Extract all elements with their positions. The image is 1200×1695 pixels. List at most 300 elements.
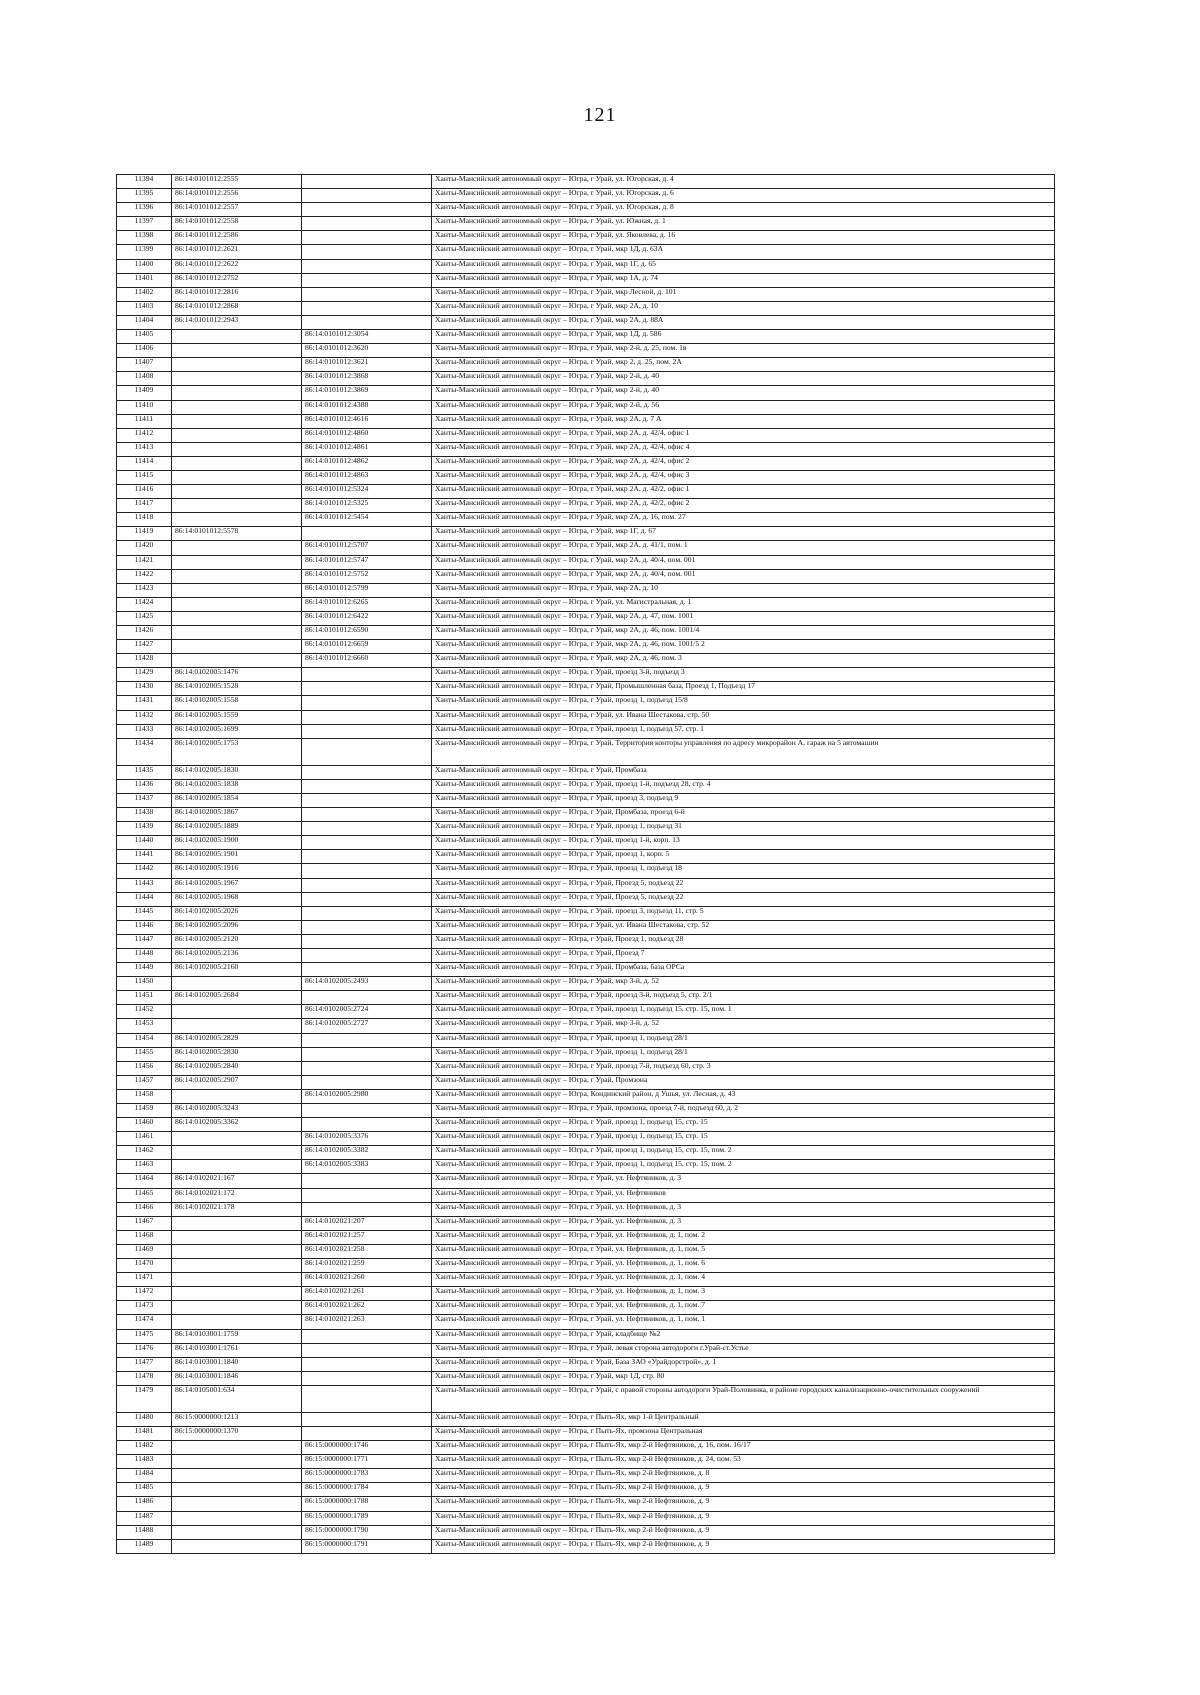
- address-cell: Ханты-Мансийский автономный округ – Югра, г Урай, ул. Нефтяников, д. 3: [432, 1202, 1055, 1216]
- building-cadastral-number-cell: 86:14:0101012:5799: [302, 583, 432, 597]
- table-row: [117, 696, 1055, 710]
- building-cadastral-number-cell: 86:14:0101012:6590: [302, 626, 432, 640]
- building-cadastral-number-cell: [302, 864, 432, 878]
- page-number: 121: [583, 104, 617, 126]
- address-cell: Ханты-Мансийский автономный округ – Югра, г Урай, мкр 2А, д. 7 А: [432, 414, 1055, 428]
- land-cadastral-number-cell: 86:14:0102005:1830: [172, 765, 302, 779]
- building-cadastral-number-cell: [302, 1426, 432, 1440]
- table-row: [117, 1273, 1055, 1287]
- land-cadastral-number-cell: 86:14:0102005:1968: [172, 892, 302, 906]
- building-cadastral-number-cell: 86:14:0101012:4860: [302, 428, 432, 442]
- table-row: [117, 1160, 1055, 1174]
- building-cadastral-number-cell: [302, 1329, 432, 1343]
- building-cadastral-number-cell: 86:14:0101012:3868: [302, 372, 432, 386]
- address-cell: Ханты-Мансийский автономный округ – Югра, г Урай, мкр 2А, д. 16, пом. 27: [432, 513, 1055, 527]
- building-cadastral-number-cell: [302, 1343, 432, 1357]
- land-cadastral-number-cell: 86:14:0102005:2830: [172, 1047, 302, 1061]
- address-cell: Ханты-Мансийский автономный округ – Югра, г Урай, мкр 2А, д. 42/4, офис 4: [432, 442, 1055, 456]
- table-row: [117, 1132, 1055, 1146]
- row-number-cell: 11444: [117, 892, 172, 906]
- address-cell: Ханты-Мансийский автономный округ – Югра, г Урай, мкр 2А, д. 46, пом. 1001/4: [432, 626, 1055, 640]
- address-cell: Ханты-Мансийский автономный округ – Югра, г Пыть-Ях, мкр 2-й Нефтяников, д. 9: [432, 1497, 1055, 1511]
- building-cadastral-number-cell: 86:14:0101012:3054: [302, 330, 432, 344]
- row-number-cell: 11448: [117, 948, 172, 962]
- table-row: [117, 1287, 1055, 1301]
- table-row: [117, 1174, 1055, 1188]
- row-number-cell: 11488: [117, 1525, 172, 1539]
- building-cadastral-number-cell: 86:14:0102021:259: [302, 1259, 432, 1273]
- building-cadastral-number-cell: [302, 906, 432, 920]
- address-cell: Ханты-Мансийский автономный округ – Югра, г Урай, проезд 1-й, корп. 13: [432, 836, 1055, 850]
- row-number-cell: 11419: [117, 527, 172, 541]
- building-cadastral-number-cell: [302, 1357, 432, 1371]
- table-row: [117, 1061, 1055, 1075]
- table-row: [117, 428, 1055, 442]
- building-cadastral-number-cell: 86:14:0102005:2724: [302, 1005, 432, 1019]
- land-cadastral-number-cell: 86:14:0101012:2557: [172, 203, 302, 217]
- table-row: [117, 583, 1055, 597]
- building-cadastral-number-cell: 86:14:0101012:6659: [302, 640, 432, 654]
- building-cadastral-number-cell: 86:14:0102021:262: [302, 1301, 432, 1315]
- address-cell: Ханты-Мансийский автономный округ – Югра, г Урай, промзона, проезд 7-й, подъезд 60, д. 2: [432, 1104, 1055, 1118]
- building-cadastral-number-cell: [302, 1412, 432, 1426]
- row-number-cell: 11457: [117, 1075, 172, 1089]
- building-cadastral-number-cell: [302, 175, 432, 189]
- land-cadastral-number-cell: 86:14:0101012:2555: [172, 175, 302, 189]
- table-row: [117, 414, 1055, 428]
- row-number-cell: 11426: [117, 626, 172, 640]
- table-row: [117, 1412, 1055, 1426]
- building-cadastral-number-cell: [302, 231, 432, 245]
- address-cell: Ханты-Мансийский автономный округ – Югра, г Урай, Промбаза, база ОРСа: [432, 963, 1055, 977]
- building-cadastral-number-cell: 86:14:0101012:5747: [302, 555, 432, 569]
- row-number-cell: 11479: [117, 1385, 172, 1412]
- address-cell: Ханты-Мансийский автономный округ – Югра, г Урай, мкр 2А, д. 88А: [432, 315, 1055, 329]
- row-number-cell: 11401: [117, 273, 172, 287]
- row-number-cell: 11446: [117, 920, 172, 934]
- land-cadastral-number-cell: [172, 583, 302, 597]
- land-cadastral-number-cell: [172, 654, 302, 668]
- row-number-cell: 11439: [117, 822, 172, 836]
- land-cadastral-number-cell: 86:14:0102005:1854: [172, 793, 302, 807]
- table-row: [117, 1244, 1055, 1258]
- row-number-cell: 11411: [117, 414, 172, 428]
- table-row: [117, 217, 1055, 231]
- building-cadastral-number-cell: 86:14:0101012:4388: [302, 400, 432, 414]
- building-cadastral-number-cell: 86:15:0000000:1784: [302, 1483, 432, 1497]
- table-row: [117, 555, 1055, 569]
- row-number-cell: 11413: [117, 442, 172, 456]
- table-row: [117, 189, 1055, 203]
- row-number-cell: 11486: [117, 1497, 172, 1511]
- address-cell: Ханты-Мансийский автономный округ – Югра, г Урай, Проезд 1, подъезд 28: [432, 934, 1055, 948]
- table-row: [117, 203, 1055, 217]
- row-number-cell: 11464: [117, 1174, 172, 1188]
- land-cadastral-number-cell: [172, 499, 302, 513]
- land-cadastral-number-cell: 86:14:0102005:1916: [172, 864, 302, 878]
- table-row: [117, 991, 1055, 1005]
- address-cell: Ханты-Мансийский автономный округ – Югра, г Урай, проезд 3, подъезд 11, стр. 5: [432, 906, 1055, 920]
- address-cell: Ханты-Мансийский автономный округ – Югра, г Урай, ул. Нефтяников, д. 1, пом. 3: [432, 1287, 1055, 1301]
- land-cadastral-number-cell: 86:14:0102005:1838: [172, 779, 302, 793]
- building-cadastral-number-cell: 86:14:0101012:4861: [302, 442, 432, 456]
- building-cadastral-number-cell: [302, 1202, 432, 1216]
- row-number-cell: 11468: [117, 1230, 172, 1244]
- address-cell: Ханты-Мансийский автономный округ – Югра, г Урай, ул. Южная, д. 1: [432, 217, 1055, 231]
- row-number-cell: 11442: [117, 864, 172, 878]
- land-cadastral-number-cell: [172, 456, 302, 470]
- address-cell: Ханты-Мансийский автономный округ – Югра, г Урай, проезд 1, корп. 5: [432, 850, 1055, 864]
- table-row: [117, 1426, 1055, 1440]
- building-cadastral-number-cell: 86:15:0000000:1771: [302, 1455, 432, 1469]
- land-cadastral-number-cell: [172, 1132, 302, 1146]
- table-row: [117, 330, 1055, 344]
- row-number-cell: 11475: [117, 1329, 172, 1343]
- row-number-cell: 11406: [117, 344, 172, 358]
- row-number-cell: 11431: [117, 696, 172, 710]
- address-cell: Ханты-Мансийский автономный округ – Югра, г Урай, мкр 2А, д. 10: [432, 301, 1055, 315]
- address-cell: Ханты-Мансийский автономный округ – Югра, г Урай, мкр 2А, д. 46, пом. 1001/5 2: [432, 640, 1055, 654]
- address-cell: Ханты-Мансийский автономный округ – Югра, г Пыть-Ях, мкр 2-й Нефтяников, д. 16, пом. 16/17: [432, 1441, 1055, 1455]
- table-row: [117, 626, 1055, 640]
- building-cadastral-number-cell: [302, 850, 432, 864]
- table-row: [117, 836, 1055, 850]
- address-cell: Ханты-Мансийский автономный округ – Югра, г Урай, проезд 1, подъезд 28/1: [432, 1033, 1055, 1047]
- row-number-cell: 11416: [117, 485, 172, 499]
- row-number-cell: 11471: [117, 1273, 172, 1287]
- table-row: [117, 934, 1055, 948]
- land-cadastral-number-cell: [172, 386, 302, 400]
- building-cadastral-number-cell: [302, 738, 432, 765]
- land-cadastral-number-cell: 86:14:0105001:634: [172, 1385, 302, 1412]
- building-cadastral-number-cell: 86:14:0102021:257: [302, 1230, 432, 1244]
- land-cadastral-number-cell: 86:14:0103001:1759: [172, 1329, 302, 1343]
- row-number-cell: 11451: [117, 991, 172, 1005]
- table-row: [117, 779, 1055, 793]
- row-number-cell: 11423: [117, 583, 172, 597]
- address-cell: Ханты-Мансийский автономный округ – Югра, г Урай, мкр 2-й, д. 25, пом. 1в: [432, 344, 1055, 358]
- building-cadastral-number-cell: [302, 765, 432, 779]
- land-cadastral-number-cell: [172, 1089, 302, 1103]
- table-row: [117, 1525, 1055, 1539]
- land-cadastral-number-cell: 86:14:0103001:1846: [172, 1371, 302, 1385]
- building-cadastral-number-cell: 86:14:0102005:3383: [302, 1160, 432, 1174]
- property-registry-table: [116, 174, 1055, 1554]
- land-cadastral-number-cell: 86:14:0101012:2556: [172, 189, 302, 203]
- address-cell: Ханты-Мансийский автономный округ – Югра, г Пыть-Ях, промзона Центральная: [432, 1426, 1055, 1440]
- row-number-cell: 11481: [117, 1426, 172, 1440]
- address-cell: Ханты-Мансийский автономный округ – Югра, г Урай, ул. Яковлева, д. 16: [432, 231, 1055, 245]
- building-cadastral-number-cell: [302, 991, 432, 1005]
- address-cell: Ханты-Мансийский автономный округ – Югра, г Урай, проезд 1, подъезд 31: [432, 822, 1055, 836]
- row-number-cell: 11398: [117, 231, 172, 245]
- table-row: [117, 920, 1055, 934]
- land-cadastral-number-cell: 86:14:0102005:2136: [172, 948, 302, 962]
- land-cadastral-number-cell: 86:14:0102005:2907: [172, 1075, 302, 1089]
- table-row: [117, 358, 1055, 372]
- address-cell: Ханты-Мансийский автономный округ – Югра, г Урай, проезд 1, подъезд 15, стр. 15, пом. 1: [432, 1005, 1055, 1019]
- land-cadastral-number-cell: 86:14:0102005:2160: [172, 963, 302, 977]
- address-cell: Ханты-Мансийский автономный округ – Югра, г Урай, мкр 3-й, д. 52: [432, 1019, 1055, 1033]
- row-number-cell: 11484: [117, 1469, 172, 1483]
- row-number-cell: 11456: [117, 1061, 172, 1075]
- row-number-cell: 11437: [117, 793, 172, 807]
- address-cell: Ханты-Мансийский автономный округ – Югра, г Урай, мкр 2А, д. 46, пом. 3: [432, 654, 1055, 668]
- building-cadastral-number-cell: [302, 878, 432, 892]
- address-cell: Ханты-Мансийский автономный округ – Югра, г Урай, мкр 2-й, д. 56: [432, 400, 1055, 414]
- row-number-cell: 11438: [117, 808, 172, 822]
- table-row: [117, 1033, 1055, 1047]
- land-cadastral-number-cell: [172, 1019, 302, 1033]
- building-cadastral-number-cell: [302, 892, 432, 906]
- row-number-cell: 11403: [117, 301, 172, 315]
- land-cadastral-number-cell: 86:14:0102005:1559: [172, 710, 302, 724]
- table-row: [117, 386, 1055, 400]
- land-cadastral-number-cell: [172, 541, 302, 555]
- row-number-cell: 11445: [117, 906, 172, 920]
- address-cell: Ханты-Мансийский автономный округ – Югра, г Пыть-Ях, мкр 2-й Нефтяников, д. 9: [432, 1539, 1055, 1553]
- row-number-cell: 11473: [117, 1301, 172, 1315]
- row-number-cell: 11427: [117, 640, 172, 654]
- address-cell: Ханты-Мансийский автономный округ – Югра, г Урай, мкр 2А, д. 42/2, офис 1: [432, 485, 1055, 499]
- address-cell: Ханты-Мансийский автономный округ – Югра, г Урай, ул. Нефтяников, д. 3: [432, 1216, 1055, 1230]
- row-number-cell: 11463: [117, 1160, 172, 1174]
- land-cadastral-number-cell: [172, 597, 302, 611]
- table-row: [117, 1118, 1055, 1132]
- table-row: [117, 1497, 1055, 1511]
- land-cadastral-number-cell: [172, 1455, 302, 1469]
- address-cell: Ханты-Мансийский автономный округ – Югра, г Урай, ул. Нефтяников, д. 1, пом. 1: [432, 1315, 1055, 1329]
- table-row: [117, 1469, 1055, 1483]
- address-cell: Ханты-Мансийский автономный округ – Югра, г Урай, проезд 1-й, подъезд 28, стр. 4: [432, 779, 1055, 793]
- table-row: [117, 231, 1055, 245]
- table-row: [117, 1511, 1055, 1525]
- row-number-cell: 11461: [117, 1132, 172, 1146]
- row-number-cell: 11428: [117, 654, 172, 668]
- table-row: [117, 1357, 1055, 1371]
- address-cell: Ханты-Мансийский автономный округ – Югра, г Урай, проезд 1, подъезд 15, стр. 15: [432, 1118, 1055, 1132]
- table-row: [117, 1259, 1055, 1273]
- row-number-cell: 11472: [117, 1287, 172, 1301]
- land-cadastral-number-cell: [172, 1525, 302, 1539]
- building-cadastral-number-cell: 86:14:0102021:258: [302, 1244, 432, 1258]
- address-cell: Ханты-Мансийский автономный округ – Югра, г Урай, ул. Нефтяников, д. 1, пом. 7: [432, 1301, 1055, 1315]
- row-number-cell: 11399: [117, 245, 172, 259]
- address-cell: Ханты-Мансийский автономный округ – Югра, г Урай, мкр 2А, д. 42/4, офис 3: [432, 470, 1055, 484]
- address-cell: Ханты-Мансийский автономный округ – Югра, г Урай, мкр 1Г, д. 65: [432, 259, 1055, 273]
- building-cadastral-number-cell: 86:14:0101012:6660: [302, 654, 432, 668]
- land-cadastral-number-cell: 86:14:0102021:167: [172, 1174, 302, 1188]
- address-cell: Ханты-Мансийский автономный округ – Югра, г Урай, проезд 1, подъезд 57, стр. 1: [432, 724, 1055, 738]
- address-cell: Ханты-Мансийский автономный округ – Югра, г Урай, ул. Ивана Шестакова, стр. 52: [432, 920, 1055, 934]
- building-cadastral-number-cell: [302, 963, 432, 977]
- table-row: [117, 878, 1055, 892]
- row-number-cell: 11434: [117, 738, 172, 765]
- land-cadastral-number-cell: 86:14:0102005:2684: [172, 991, 302, 1005]
- table-row: [117, 1019, 1055, 1033]
- table-row: [117, 892, 1055, 906]
- table-row: [117, 456, 1055, 470]
- table-row: [117, 654, 1055, 668]
- land-cadastral-number-cell: 86:14:0102021:172: [172, 1188, 302, 1202]
- land-cadastral-number-cell: [172, 470, 302, 484]
- row-number-cell: 11425: [117, 611, 172, 625]
- address-cell: Ханты-Мансийский автономный округ – Югра, г Урай, мкр 2А, д. 42/4, офис 1: [432, 428, 1055, 442]
- building-cadastral-number-cell: [302, 724, 432, 738]
- building-cadastral-number-cell: [302, 273, 432, 287]
- building-cadastral-number-cell: [302, 668, 432, 682]
- land-cadastral-number-cell: [172, 1216, 302, 1230]
- row-number-cell: 11476: [117, 1343, 172, 1357]
- row-number-cell: 11483: [117, 1455, 172, 1469]
- row-number-cell: 11441: [117, 850, 172, 864]
- row-number-cell: 11467: [117, 1216, 172, 1230]
- building-cadastral-number-cell: [302, 1075, 432, 1089]
- building-cadastral-number-cell: [302, 287, 432, 301]
- table-row: [117, 527, 1055, 541]
- row-number-cell: 11462: [117, 1146, 172, 1160]
- land-cadastral-number-cell: 86:14:0102005:2026: [172, 906, 302, 920]
- land-cadastral-number-cell: [172, 513, 302, 527]
- building-cadastral-number-cell: [302, 696, 432, 710]
- address-cell: Ханты-Мансийский автономный округ – Югра, г Пыть-Ях, мкр 1-й Центральный: [432, 1412, 1055, 1426]
- land-cadastral-number-cell: [172, 428, 302, 442]
- row-number-cell: 11394: [117, 175, 172, 189]
- building-cadastral-number-cell: [302, 1104, 432, 1118]
- table-row: [117, 1329, 1055, 1343]
- building-cadastral-number-cell: [302, 189, 432, 203]
- table-row: [117, 1230, 1055, 1244]
- row-number-cell: 11435: [117, 765, 172, 779]
- registry-table-body: [117, 175, 1055, 1554]
- land-cadastral-number-cell: [172, 330, 302, 344]
- address-cell: Ханты-Мансийский автономный округ – Югра, г Урай, мкр 2А, д. 10: [432, 583, 1055, 597]
- row-number-cell: 11485: [117, 1483, 172, 1497]
- table-row: [117, 724, 1055, 738]
- address-cell: Ханты-Мансийский автономный округ – Югра, г Урай, ул. Ивана Шестакова, стр. 50: [432, 710, 1055, 724]
- address-cell: Ханты-Мансийский автономный округ – Югра, г Пыть-Ях, мкр 2-й Нефтяников, д. 9: [432, 1525, 1055, 1539]
- row-number-cell: 11408: [117, 372, 172, 386]
- address-cell: Ханты-Мансийский автономный округ – Югра, г Урай, мкр 1Д, стр. 80: [432, 1371, 1055, 1385]
- land-cadastral-number-cell: [172, 442, 302, 456]
- row-number-cell: 11478: [117, 1371, 172, 1385]
- land-cadastral-number-cell: 86:15:0000000:1213: [172, 1412, 302, 1426]
- land-cadastral-number-cell: [172, 977, 302, 991]
- building-cadastral-number-cell: 86:15:0000000:1788: [302, 1497, 432, 1511]
- address-cell: Ханты-Мансийский автономный округ – Югра, г Урай, проезд 1, подъезд 28/1: [432, 1047, 1055, 1061]
- table-row: [117, 372, 1055, 386]
- land-cadastral-number-cell: 86:14:0102005:3362: [172, 1118, 302, 1132]
- building-cadastral-number-cell: 86:14:0102021:260: [302, 1273, 432, 1287]
- land-cadastral-number-cell: 86:14:0102021:178: [172, 1202, 302, 1216]
- land-cadastral-number-cell: 86:14:0102005:1528: [172, 682, 302, 696]
- address-cell: Ханты-Мансийский автономный округ – Югра, г Урай, левая сторона автодороги г.Урай-ст.Устье: [432, 1343, 1055, 1357]
- building-cadastral-number-cell: 86:14:0102005:2493: [302, 977, 432, 991]
- address-cell: Ханты-Мансийский автономный округ – Югра, г Урай, мкр 2А, д. 40/4, пом. 001: [432, 555, 1055, 569]
- building-cadastral-number-cell: 86:15:0000000:1746: [302, 1441, 432, 1455]
- address-cell: Ханты-Мансийский автономный округ – Югра, г Урай, мкр 2А, д. 42/2, офис 2: [432, 499, 1055, 513]
- row-number-cell: 11414: [117, 456, 172, 470]
- table-row: [117, 765, 1055, 779]
- address-cell: Ханты-Мансийский автономный округ – Югра, г Урай, мкр 1Д, д. 63А: [432, 245, 1055, 259]
- table-row: [117, 640, 1055, 654]
- building-cadastral-number-cell: 86:14:0101012:5454: [302, 513, 432, 527]
- land-cadastral-number-cell: [172, 1497, 302, 1511]
- land-cadastral-number-cell: 86:14:0102005:2120: [172, 934, 302, 948]
- building-cadastral-number-cell: [302, 779, 432, 793]
- address-cell: Ханты-Мансийский автономный округ – Югра, г Урай, База ЗАО «Урайдорстрой», д. 1: [432, 1357, 1055, 1371]
- address-cell: Ханты-Мансийский автономный округ – Югра, Кондинский район, д Ушья, ул. Лесная, д. 43: [432, 1089, 1055, 1103]
- building-cadastral-number-cell: 86:14:0101012:5325: [302, 499, 432, 513]
- land-cadastral-number-cell: 86:14:0101012:2752: [172, 273, 302, 287]
- land-cadastral-number-cell: 86:14:0102005:1901: [172, 850, 302, 864]
- address-cell: Ханты-Мансийский автономный округ – Югра, г Пыть-Ях, мкр 2-й Нефтяников, д. 8: [432, 1469, 1055, 1483]
- row-number-cell: 11417: [117, 499, 172, 513]
- building-cadastral-number-cell: 86:14:0101012:6422: [302, 611, 432, 625]
- table-row: [117, 287, 1055, 301]
- row-number-cell: 11430: [117, 682, 172, 696]
- building-cadastral-number-cell: 86:14:0101012:3620: [302, 344, 432, 358]
- land-cadastral-number-cell: [172, 1469, 302, 1483]
- building-cadastral-number-cell: [302, 920, 432, 934]
- address-cell: Ханты-Мансийский автономный округ – Югра, г Пыть-Ях, мкр 2-й Нефтяников, д. 9: [432, 1511, 1055, 1525]
- building-cadastral-number-cell: [302, 1385, 432, 1412]
- land-cadastral-number-cell: 86:14:0101012:5578: [172, 527, 302, 541]
- land-cadastral-number-cell: [172, 1287, 302, 1301]
- building-cadastral-number-cell: 86:14:0101012:4863: [302, 470, 432, 484]
- building-cadastral-number-cell: 86:14:0101012:5752: [302, 569, 432, 583]
- building-cadastral-number-cell: 86:14:0102005:3376: [302, 1132, 432, 1146]
- address-cell: Ханты-Мансийский автономный округ – Югра, г Пыть-Ях, мкр 2-й Нефтяников, д. 24, пом. 53: [432, 1455, 1055, 1469]
- building-cadastral-number-cell: [302, 710, 432, 724]
- address-cell: Ханты-Мансийский автономный округ – Югра, г Урай, ул. Нефтяников, д. 3: [432, 1174, 1055, 1188]
- address-cell: Ханты-Мансийский автономный округ – Югра, г Урай, ул. Нефтяников: [432, 1188, 1055, 1202]
- row-number-cell: 11402: [117, 287, 172, 301]
- address-cell: Ханты-Мансийский автономный округ – Югра, г Урай, Проезд 5, подъезд 22: [432, 892, 1055, 906]
- table-row: [117, 301, 1055, 315]
- table-row: [117, 513, 1055, 527]
- table-row: [117, 1455, 1055, 1469]
- table-row: [117, 793, 1055, 807]
- land-cadastral-number-cell: [172, 1160, 302, 1174]
- land-cadastral-number-cell: 86:14:0102005:1867: [172, 808, 302, 822]
- address-cell: Ханты-Мансийский автономный округ – Югра, г Урай, мкр 1Д, д. 586: [432, 330, 1055, 344]
- row-number-cell: 11469: [117, 1244, 172, 1258]
- address-cell: Ханты-Мансийский автономный округ – Югра, г Урай, проезд 1, подъезд 15, стр. 15, пом. 2: [432, 1160, 1055, 1174]
- building-cadastral-number-cell: [302, 948, 432, 962]
- address-cell: Ханты-Мансийский автономный округ – Югра, г Урай, Территория конторы управления по адресу микрорайон А, гараж на 5 автомашин: [432, 738, 1055, 765]
- row-number-cell: 11455: [117, 1047, 172, 1061]
- table-row: [117, 948, 1055, 962]
- row-number-cell: 11454: [117, 1033, 172, 1047]
- land-cadastral-number-cell: [172, 1230, 302, 1244]
- row-number-cell: 11482: [117, 1441, 172, 1455]
- address-cell: Ханты-Мансийский автономный округ – Югра, г Урай, ул. Нефтяников, д. 1, пом. 2: [432, 1230, 1055, 1244]
- address-cell: Ханты-Мансийский автономный округ – Югра, г Урай, Промбаза: [432, 765, 1055, 779]
- address-cell: Ханты-Мансийский автономный округ – Югра, г Урай, ул. Нефтяников, д. 1, пом. 4: [432, 1273, 1055, 1287]
- row-number-cell: 11407: [117, 358, 172, 372]
- table-row: [117, 808, 1055, 822]
- address-cell: Ханты-Мансийский автономный округ – Югра, г Урай, с правой стороны автодороги Урай-Половинка, в районе городских канализационно-очистительных сооружений: [432, 1385, 1055, 1412]
- land-cadastral-number-cell: [172, 1259, 302, 1273]
- land-cadastral-number-cell: 86:14:0102005:1900: [172, 836, 302, 850]
- land-cadastral-number-cell: 86:14:0102005:1967: [172, 878, 302, 892]
- table-row: [117, 1371, 1055, 1385]
- table-row: [117, 1301, 1055, 1315]
- building-cadastral-number-cell: [302, 682, 432, 696]
- building-cadastral-number-cell: 86:14:0102005:3382: [302, 1146, 432, 1160]
- address-cell: Ханты-Мансийский автономный округ – Югра, г Урай, мкр 2А, д. 40/4, пом. 001: [432, 569, 1055, 583]
